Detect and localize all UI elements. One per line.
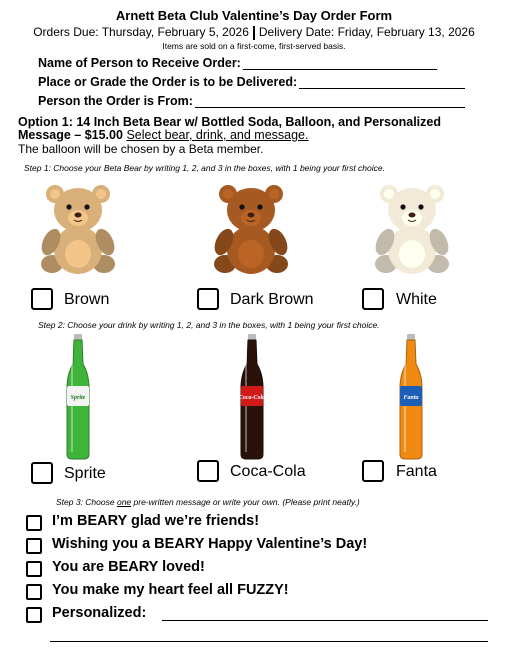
bear-shape (399, 240, 425, 268)
sender-field[interactable] (38, 94, 465, 108)
coca-cola-label: Coca-Cola (230, 463, 306, 480)
divider (253, 26, 255, 40)
orders-due: Orders Due: Thursday, February 5, 2026 (33, 25, 249, 39)
sender-line[interactable] (195, 95, 465, 108)
delivery-place-line[interactable] (299, 76, 465, 89)
sales-note: Items are sold on a first-come, first-served basis. (162, 41, 346, 51)
coca-cola-checkbox[interactable] (197, 460, 219, 482)
sprite-checkbox[interactable] (31, 462, 53, 484)
step3-emphasis: one (116, 497, 132, 507)
message3-label: You are BEARY loved! (52, 559, 205, 575)
bear-shape (248, 213, 255, 218)
bear-shape (241, 210, 261, 226)
step3-text: Step 3: Choose one pre-written message or write your own. (Please print neatly.) (56, 497, 360, 507)
bear-shape (257, 204, 262, 209)
step2-text: Step 2: Choose your drink by writing 1, 2, and 3 in the boxes, with 1 being your first choice. (38, 320, 380, 330)
message2-checkbox[interactable] (26, 538, 42, 554)
bear-shape (238, 240, 264, 268)
sprite-bottle-image (62, 334, 94, 460)
message1-label: I’m BEARY glad we’re friends! (52, 513, 260, 529)
bottle-shape (407, 334, 415, 340)
fanta-label: Fanta (396, 463, 437, 480)
bear-shape (400, 204, 405, 209)
bear-shape (65, 240, 91, 268)
dark-brown-bear-checkbox[interactable] (197, 288, 219, 310)
delivery-place-label: Place or Grade the Order is to be Delivered: (38, 75, 298, 89)
bottle-label-text: Sprite (70, 395, 86, 401)
option1-instruction: Select bear, drink, and message. (126, 128, 309, 142)
bottle-label-text: Fanta (403, 395, 419, 401)
fanta-bottle-image (395, 334, 427, 460)
bear-shape (84, 204, 89, 209)
step1-text: Step 1: Choose your Beta Bear by writing 1, 2, and 3 in the boxes, with 1 being your first choice. (24, 163, 385, 173)
brown-bear-checkbox[interactable] (31, 288, 53, 310)
bottle-shape (248, 334, 256, 340)
bear-shape (239, 204, 244, 209)
option1-heading (18, 116, 488, 142)
personalized-checkbox[interactable] (26, 607, 42, 623)
bear-shape (418, 204, 423, 209)
option1-title: Option 1: 14 Inch Beta Bear w/ Bottled Soda, Balloon, and Personalized Message – $15.00 (18, 115, 441, 142)
message3-checkbox[interactable] (26, 561, 42, 577)
bear-shape (66, 204, 71, 209)
bear-shape (402, 210, 422, 226)
brown-bear-label: Brown (64, 291, 110, 308)
dark-brown-bear-label: Dark Brown (230, 291, 314, 308)
message4-checkbox[interactable] (26, 584, 42, 600)
receiver-field[interactable] (38, 56, 437, 70)
sprite-label: Sprite (64, 465, 106, 482)
coca-cola-bottle-image (236, 334, 268, 460)
white-bear-image (372, 180, 452, 280)
bottle-shape (74, 334, 82, 340)
receiver-line[interactable] (243, 57, 437, 70)
personalized-line-1[interactable] (162, 620, 488, 621)
receiver-label: Name of Person to Receive Order: (38, 56, 241, 70)
bottle-label-text: Coca-Cola (238, 395, 266, 401)
bear-shape (409, 213, 416, 218)
bear-shape (68, 210, 88, 226)
dark-brown-bear-image (206, 180, 296, 280)
brown-bear-image (38, 180, 118, 280)
balloon-note: The balloon will be chosen by a Beta member. (18, 142, 264, 156)
dates-line (0, 25, 508, 40)
sender-label: Person the Order is From: (38, 94, 193, 108)
message2-label: Wishing you a BEARY Happy Valentine’s Day! (52, 536, 368, 552)
message1-checkbox[interactable] (26, 515, 42, 531)
fanta-checkbox[interactable] (362, 460, 384, 482)
delivery-place-field[interactable] (38, 75, 465, 89)
white-bear-label: White (396, 291, 437, 308)
personalized-line-2[interactable] (50, 641, 488, 642)
white-bear-checkbox[interactable] (362, 288, 384, 310)
form-title: Arnett Beta Club Valentine’s Day Order Form (115, 8, 393, 23)
personalized-label: Personalized: (52, 605, 147, 621)
bear-shape (75, 213, 82, 218)
delivery-date: Delivery Date: Friday, February 13, 2026 (258, 25, 475, 39)
message4-label: You make my heart feel all FUZZY! (52, 582, 289, 598)
